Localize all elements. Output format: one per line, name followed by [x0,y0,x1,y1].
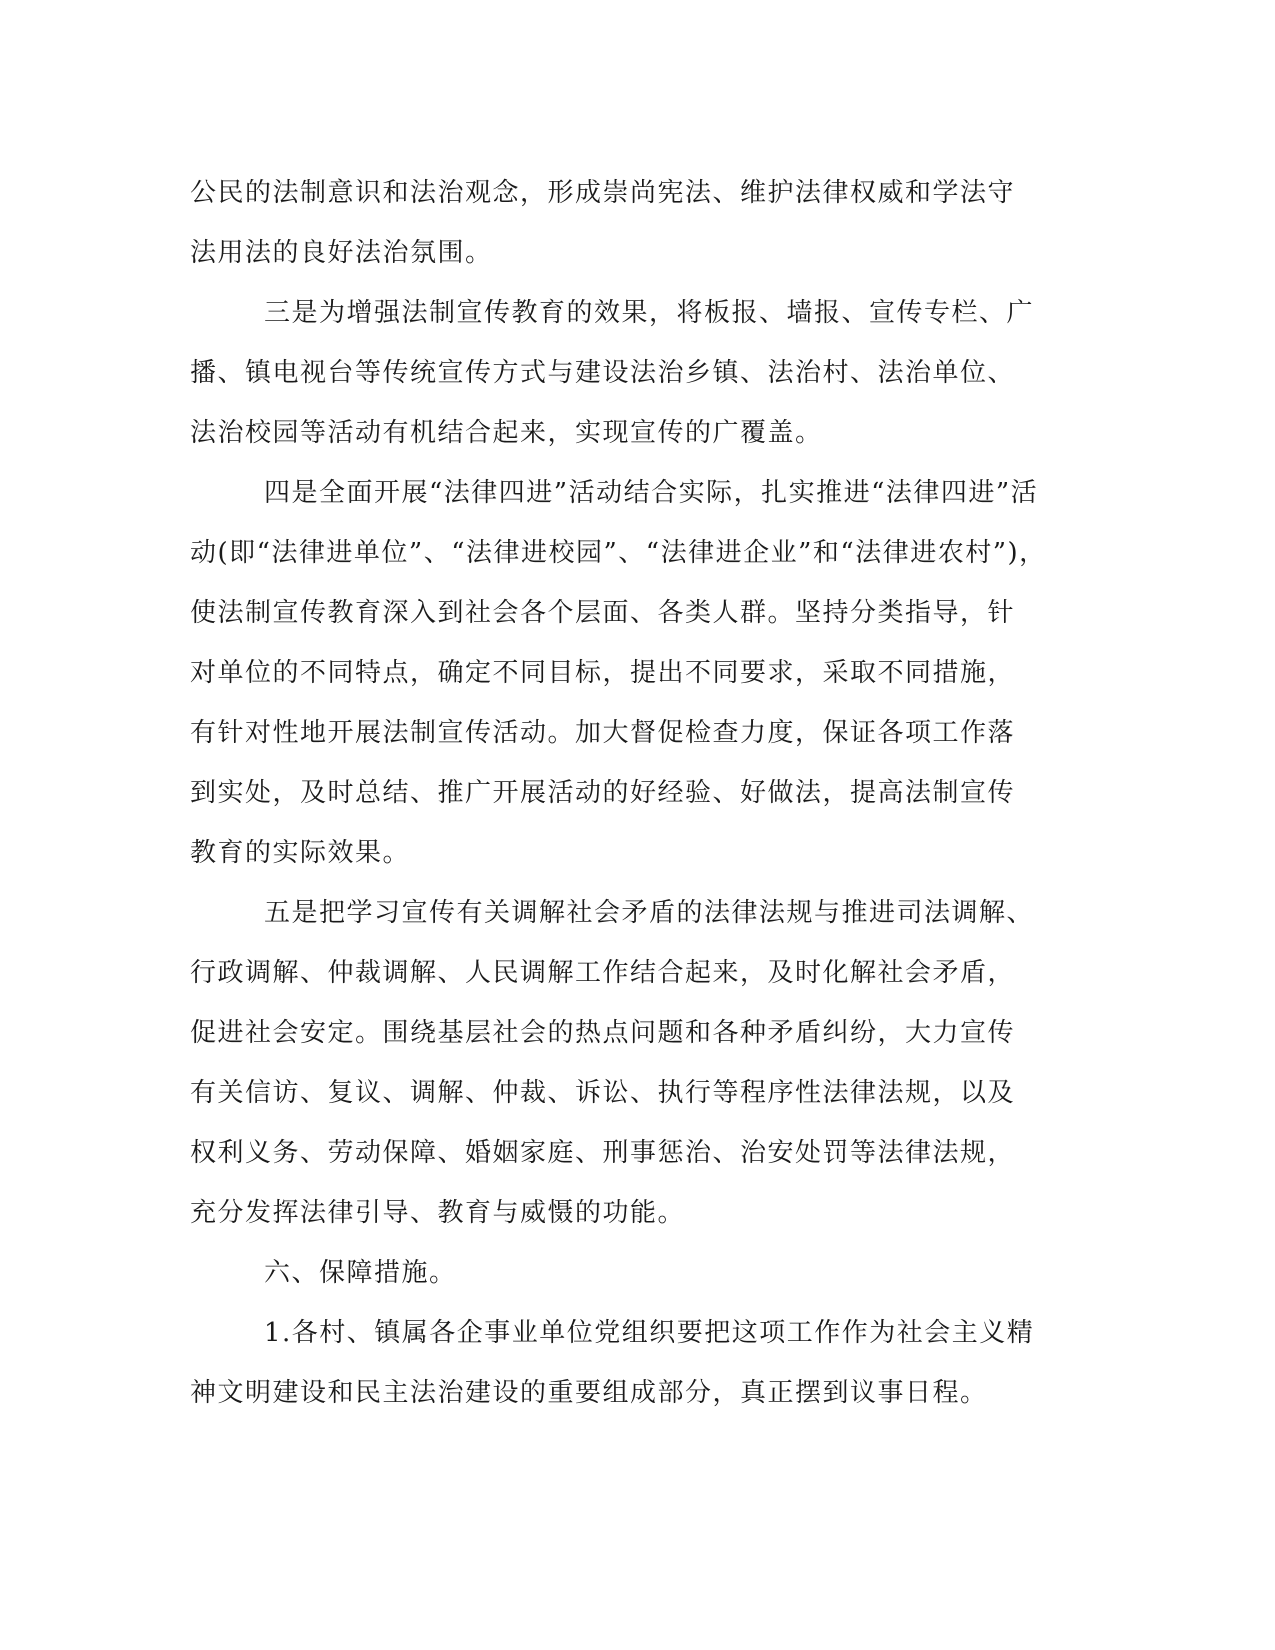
document-body [190,163,1070,1423]
text-line: 对单位的不同特点，确定不同目标，提出不同要求，采取不同措施， [190,658,1016,688]
section-heading: 六、保障措施。 [264,1258,457,1288]
paragraph-start-line: 1.各村、镇属各企事业单位党组织要把这项工作作为社会主义精 [264,1318,1035,1348]
paragraph-start-line: 四是全面开展“法律四进”活动结合实际，扎实推进“法律四进”活 [264,478,1039,508]
text-line: 播、镇电视台等传统宣传方式与建设法治乡镇、法治村、法治单位、 [190,358,1016,388]
text-line: 使法制宣传教育深入到社会各个层面、各类人群。坚持分类指导，针 [190,598,1016,628]
text-line: 到实处，及时总结、推广开展活动的好经验、好做法，提高法制宣传 [190,778,1016,808]
paragraph-start-line: 五是把学习宣传有关调解社会矛盾的法律法规与推进司法调解、 [264,898,1035,928]
text-line: 教育的实际效果。 [190,838,411,868]
text-line: 有针对性地开展法制宣传活动。加大督促检查力度，保证各项工作落 [190,718,1016,748]
text-line: 法用法的良好法治氛围。 [190,238,493,268]
text-line: 神文明建设和民主法治建设的重要组成部分，真正摆到议事日程。 [190,1378,988,1408]
text-line: 动(即“法律进单位”、“法律进校园”、“法律进企业”和“法律进农村”)， [190,538,1047,568]
paragraph-start-line: 三是为增强法制宣传教育的效果，将板报、墙报、宣传专栏、广 [264,298,1035,328]
text-line: 法治校园等活动有机结合起来，实现宣传的广覆盖。 [190,418,823,448]
text-line: 公民的法制意识和法治观念，形成崇尚宪法、维护法律权威和学法守 [190,178,1016,208]
text-line: 有关信访、复议、调解、仲裁、诉讼、执行等程序性法律法规，以及 [190,1078,1016,1108]
text-line: 充分发挥法律引导、教育与威慑的功能。 [190,1198,686,1228]
text-line: 行政调解、仲裁调解、人民调解工作结合起来，及时化解社会矛盾， [190,958,1016,988]
text-line: 促进社会安定。围绕基层社会的热点问题和各种矛盾纠纷，大力宣传 [190,1018,1016,1048]
text-line: 权利义务、劳动保障、婚姻家庭、刑事惩治、治安处罚等法律法规， [190,1138,1016,1168]
